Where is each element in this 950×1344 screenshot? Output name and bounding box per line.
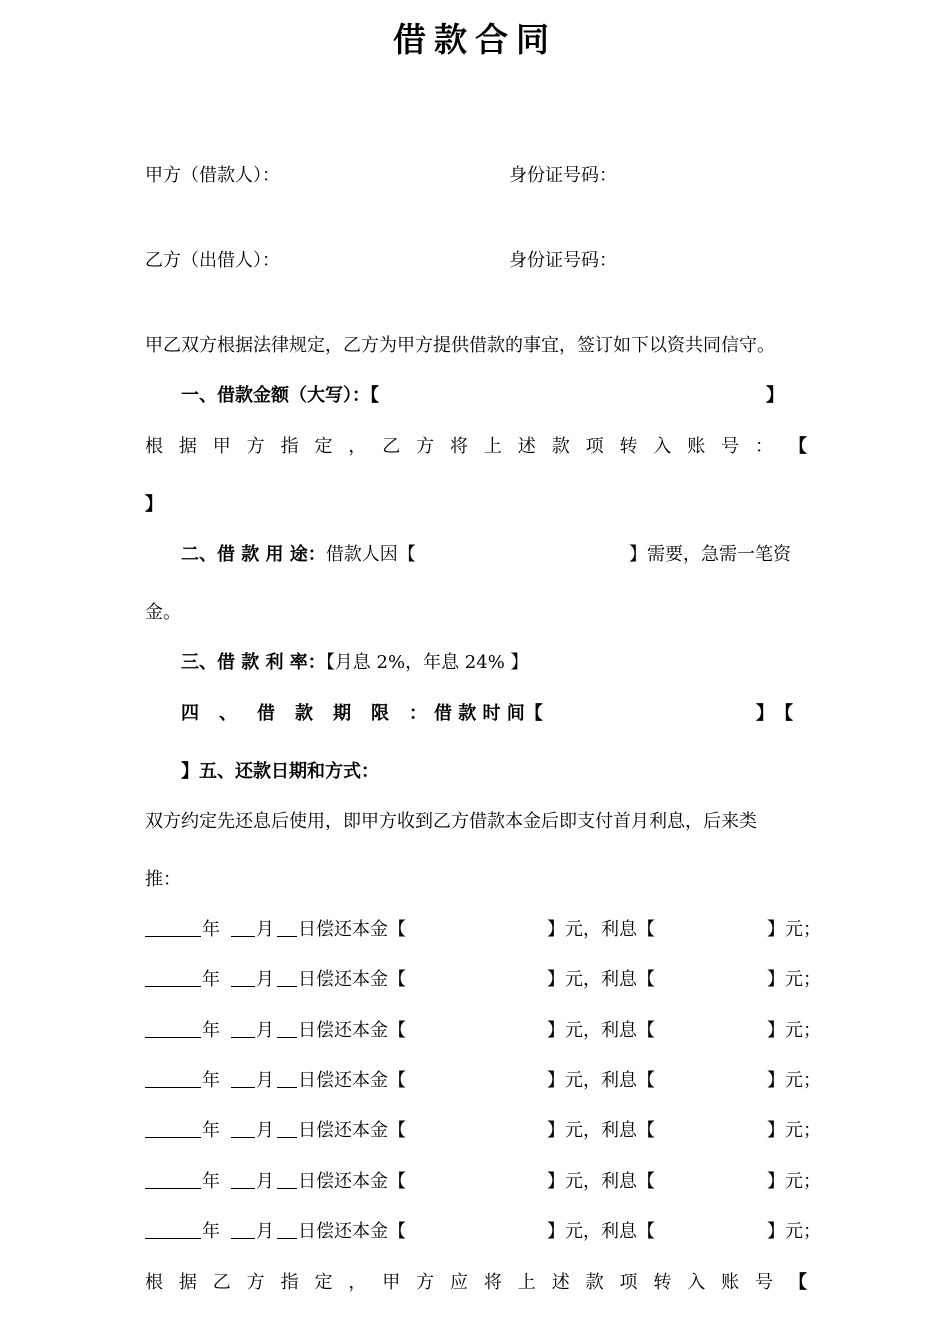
party-a-id-label: 身份证号码： — [509, 165, 617, 186]
clause4-heading-char: 期 — [333, 703, 351, 724]
interest-label: 】元，利息【 — [547, 1120, 655, 1142]
schedule-row — [145, 1220, 825, 1244]
final-transfer-char: 方 — [416, 1272, 435, 1293]
schedule-row — [145, 968, 825, 992]
month-label: 月 — [256, 1069, 274, 1091]
yuan-end-label: 】元； — [767, 1069, 821, 1091]
clause4-heading-char: 限 — [371, 703, 389, 724]
schedule-row — [145, 918, 825, 942]
year-label: 年 — [202, 1170, 220, 1192]
final-transfer-char: 定 — [314, 1272, 333, 1293]
yuan-end-label: 】元； — [767, 1170, 821, 1192]
final-transfer-char: 项 — [619, 1272, 638, 1293]
intro-text: 甲乙双方根据法律规定，乙方为甲方提供借款的事宜，签订如下以资共同信守。 — [145, 335, 775, 356]
clause1-transfer-char: 项 — [585, 436, 604, 457]
interest-label: 】元，利息【 — [547, 1170, 655, 1192]
clause4-heading-text — [181, 702, 427, 726]
clause3-text: 【月息 2%，年息 24% 】 — [325, 652, 529, 673]
clause4-text-b: 】【 — [756, 703, 803, 724]
schedule-row — [145, 1119, 825, 1143]
clause1-transfer-char: 方 — [246, 436, 265, 457]
yuan-end-label: 】元； — [767, 919, 821, 940]
clause1-transfer-text — [145, 435, 807, 459]
final-transfer-char: ， — [348, 1272, 367, 1293]
clause4-heading-char: ： — [409, 703, 427, 724]
year-label: 年 — [202, 1120, 220, 1142]
clause1-transfer-char: 甲 — [212, 436, 231, 457]
month-label: 月 — [256, 1220, 274, 1242]
final-transfer-char: 据 — [178, 1272, 197, 1293]
final-transfer-char: 账 — [721, 1272, 740, 1293]
schedule-row — [145, 1019, 825, 1043]
schedule-row — [145, 1069, 825, 1093]
clause5-text-b: 推： — [145, 869, 181, 890]
clause4-heading — [181, 702, 431, 726]
final-transfer-char: 乙 — [212, 1272, 231, 1293]
final-transfer-char: 根 — [145, 1272, 163, 1293]
final-transfer-char: 入 — [687, 1272, 706, 1293]
principal-label: 日偿还本金【 — [298, 1220, 406, 1242]
interest-label: 】元，利息【 — [547, 969, 655, 991]
clause1-transfer-char: 根 — [145, 436, 163, 457]
month-label: 月 — [256, 919, 274, 940]
month-label: 月 — [256, 1019, 274, 1041]
principal-label: 日偿还本金【 — [298, 1120, 406, 1142]
interest-label: 】元，利息【 — [547, 1069, 655, 1091]
final-transfer-char: 转 — [653, 1272, 672, 1293]
final-transfer-char: 号 — [755, 1272, 774, 1293]
clause1-transfer-char: 账 — [687, 436, 706, 457]
party-b-label: 乙方（出借人）： — [145, 250, 280, 271]
year-label: 年 — [202, 1220, 220, 1242]
month-label: 月 — [256, 1120, 274, 1142]
final-transfer-char: 甲 — [382, 1272, 401, 1293]
document-title: 借款合同 — [393, 20, 557, 59]
year-label: 年 — [202, 919, 220, 940]
clause2-heading: 二、借 款 用 途： — [181, 544, 326, 565]
interest-label: 】元，利息【 — [547, 1220, 655, 1242]
clause1-transfer-char: 定 — [314, 436, 333, 457]
clause1-transfer-char: 入 — [653, 436, 672, 457]
clause1-close-bracket-2: 】 — [145, 494, 163, 515]
clause1-transfer-line — [145, 435, 807, 459]
final-transfer-char: 述 — [551, 1272, 570, 1293]
clause1-transfer-char: ： — [755, 436, 774, 457]
clause1-transfer-char: 述 — [517, 436, 536, 457]
party-b-id-label: 身份证号码： — [509, 250, 617, 271]
principal-label: 日偿还本金【 — [298, 969, 406, 991]
clause2-text-b: 】需要，急需一笔资 — [629, 544, 791, 565]
year-label: 年 — [202, 1069, 220, 1091]
clause1-transfer-char: 【 — [788, 436, 807, 457]
clause4-heading-char: 借 — [257, 703, 275, 724]
clause3-heading: 三、借 款 利 率： — [181, 652, 326, 673]
clause1-transfer-char: 乙 — [382, 436, 401, 457]
clause1-transfer-char: 指 — [280, 436, 299, 457]
clause1-transfer-char: 据 — [178, 436, 197, 457]
clause2-text-a: 借款人因【 — [325, 544, 416, 565]
clause4-heading-char: 款 — [295, 703, 313, 724]
clause1-heading: 一、借款金额（大写）：【 — [181, 385, 379, 406]
clause2-text-c: 金。 — [145, 602, 181, 623]
final-transfer-char: 上 — [517, 1272, 536, 1293]
clause1-transfer-char: 号 — [721, 436, 740, 457]
clause4-text-a: 借 款 时 间【 — [434, 703, 543, 724]
yuan-end-label: 】元； — [767, 969, 821, 991]
final-transfer-line — [145, 1271, 807, 1295]
clause1-transfer-char: ， — [348, 436, 367, 457]
principal-label: 日偿还本金【 — [298, 1170, 406, 1192]
yuan-end-label: 】元； — [767, 1120, 821, 1142]
clause5-text-a: 双方约定先还息后使用，即甲方收到乙方借款本金后即支付首月利息，后来类 — [145, 811, 757, 832]
clause5-heading: 】五、还款日期和方式： — [181, 761, 379, 782]
principal-label: 日偿还本金【 — [298, 1019, 406, 1041]
final-transfer-char: 方 — [246, 1272, 265, 1293]
clause1-transfer-char: 转 — [619, 436, 638, 457]
year-label: 年 — [202, 1019, 220, 1041]
final-transfer-text — [145, 1271, 807, 1295]
yuan-end-label: 】元； — [767, 1220, 821, 1242]
final-transfer-char: 应 — [450, 1272, 469, 1293]
year-label: 年 — [202, 969, 220, 991]
final-transfer-char: 款 — [585, 1272, 604, 1293]
schedule-row — [145, 1170, 825, 1194]
party-a-label: 甲方（借款人）： — [145, 165, 280, 186]
principal-label: 日偿还本金【 — [298, 1069, 406, 1091]
clause1-transfer-char: 方 — [416, 436, 435, 457]
clause1-transfer-char: 上 — [483, 436, 502, 457]
month-label: 月 — [256, 969, 274, 991]
clause4-heading-char: 四 — [181, 703, 199, 724]
yuan-end-label: 】元； — [767, 1019, 821, 1041]
interest-label: 】元，利息【 — [547, 1019, 655, 1041]
month-label: 月 — [256, 1170, 274, 1192]
clause4-heading-char: 、 — [219, 703, 237, 724]
final-transfer-char: 指 — [280, 1272, 299, 1293]
clause3-line — [181, 651, 529, 675]
principal-label: 日偿还本金【 — [298, 919, 406, 940]
clause1-transfer-char: 将 — [450, 436, 469, 457]
interest-label: 】元，利息【 — [547, 919, 655, 940]
final-transfer-char: 将 — [483, 1272, 502, 1293]
final-transfer-char: 【 — [788, 1272, 807, 1293]
clause2-line — [181, 543, 416, 567]
clause1-close-bracket: 】 — [766, 385, 784, 406]
clause1-transfer-char: 款 — [551, 436, 570, 457]
